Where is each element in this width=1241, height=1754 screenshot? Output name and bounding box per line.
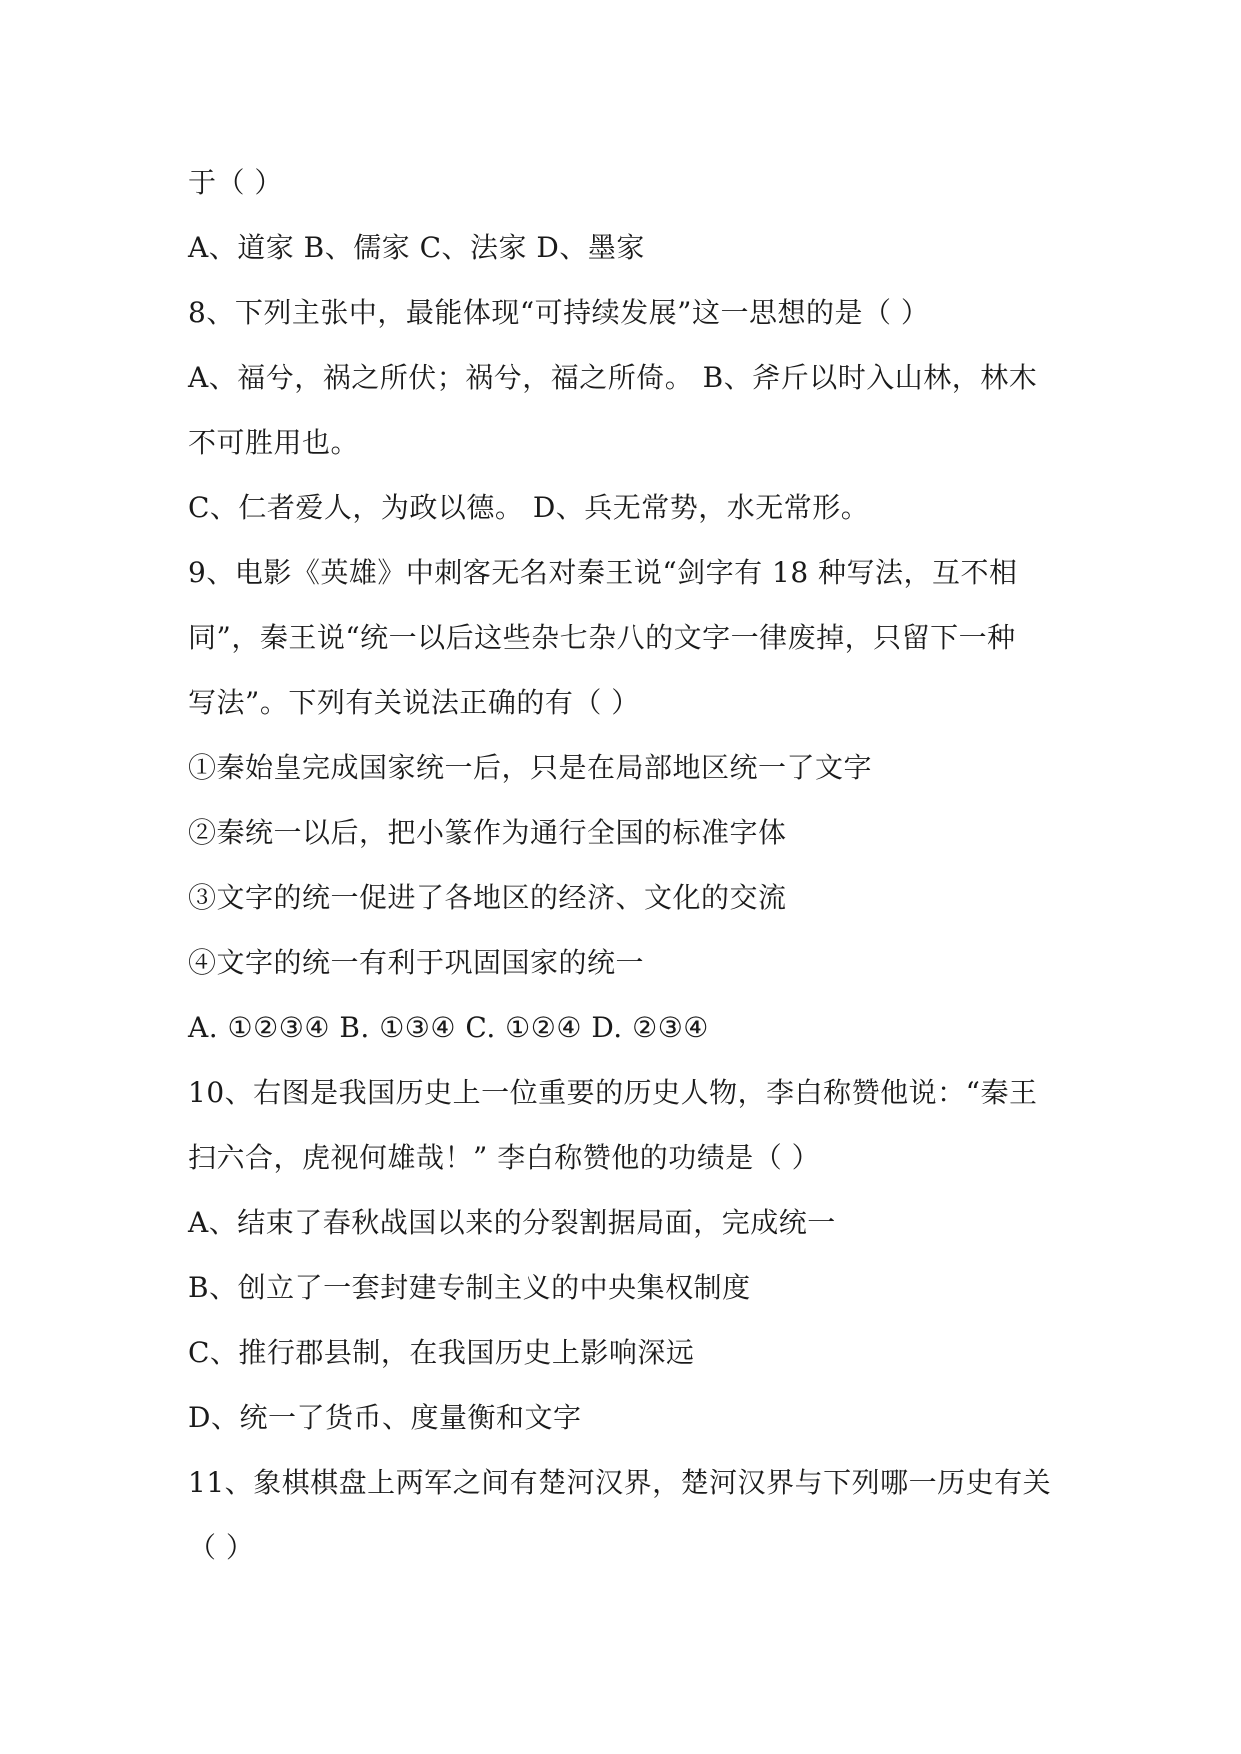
q8-question: 8、下列主张中，最能体现“可持续发展”这一思想的是（ ） [188,296,930,329]
q9-question-line-2: 同”，秦王说“统一以后这些杂七杂八的文字一律废掉，只留下一种 [188,621,1016,654]
q11-answer-blank: （ ） [188,1531,255,1564]
q10-option-a: A、结束了春秋战国以来的分裂割据局面，完成统一 [188,1206,836,1239]
q10-question-line-1: 10、右图是我国历史上一位重要的历史人物，李白称赞他说：“秦王 [188,1076,1038,1109]
q7-answer-blank: 于（ ） [188,166,283,199]
q10-question-line-2: 扫六合，虎视何雄哉！” 李白称赞他的功绩是（ ） [188,1141,821,1174]
q9-options: A. ①②③④ B. ①③④ C. ①②④ D. ②③④ [188,1011,709,1044]
q9-question-line-1: 9、电影《英雄》中刺客无名对秦王说“剑字有 18 种写法，互不相 [188,556,1018,589]
q8-options-line-3: C、仁者爱人，为政以德。 D、兵无常势，水无常形。 [188,491,870,524]
q9-statement-4: ④文字的统一有利于巩固国家的统一 [188,946,645,979]
q10-option-d: D、统一了货币、度量衡和文字 [188,1401,582,1434]
q10-option-b: B、创立了一套封建专制主义的中央集权制度 [188,1271,751,1304]
q9-statement-1: ①秦始皇完成国家统一后，只是在局部地区统一了文字 [188,751,873,784]
document-page [188,155,1068,1585]
q10-option-c: C、推行郡县制，在我国历史上影响深远 [188,1336,695,1369]
q11-question-line-1: 11、象棋棋盘上两军之间有楚河汉界，楚河汉界与下列哪一历史有关 [188,1466,1052,1499]
q8-options-line-2: 不可胜用也。 [188,426,360,459]
q7-options: A、道家 B、儒家 C、法家 D、墨家 [188,231,645,264]
q9-statement-2: ②秦统一以后，把小篆作为通行全国的标准字体 [188,816,787,849]
q9-question-line-3: 写法”。下列有关说法正确的有（ ） [188,686,640,719]
q8-options-line-1: A、福兮，祸之所伏；祸兮，福之所倚。 B、斧斤以时入山林，林木 [188,361,1038,394]
q9-statement-3: ③文字的统一促进了各地区的经济、文化的交流 [188,881,787,914]
